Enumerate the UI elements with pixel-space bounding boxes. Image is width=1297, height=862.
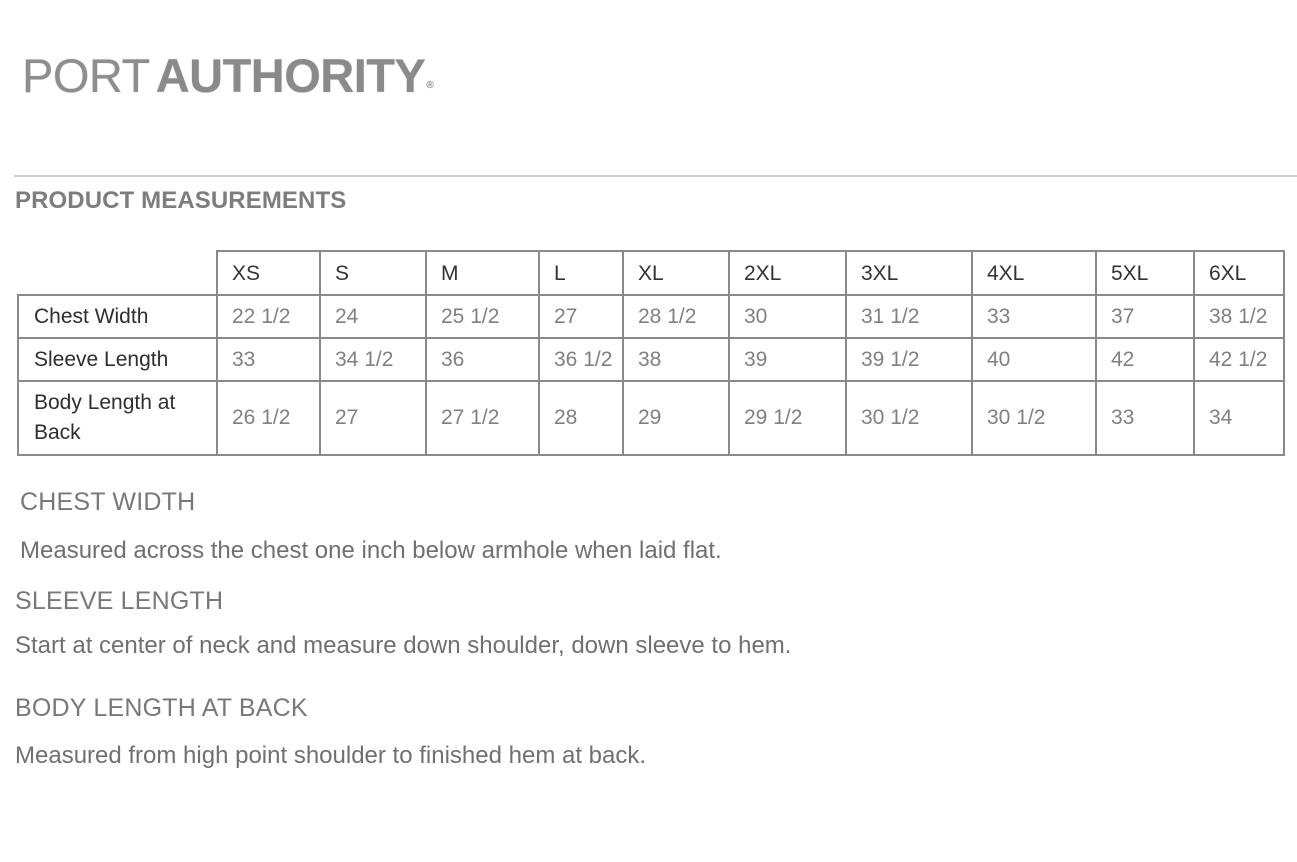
header-divider	[14, 175, 1297, 177]
body-length-definition	[15, 694, 308, 723]
brand-name-light: PORT	[22, 49, 150, 102]
table-cell: 28	[539, 381, 623, 455]
row-label: Sleeve Length	[18, 338, 217, 381]
table-cell: 24	[320, 295, 426, 338]
table-cell: 42	[1096, 338, 1194, 381]
size-header: 3XL	[846, 251, 972, 295]
measurements-table	[17, 250, 1285, 456]
registered-mark: ®	[426, 80, 434, 91]
body-length-description	[15, 742, 646, 770]
table-cell: 34 1/2	[320, 338, 426, 381]
row-label: Body Length at Back	[18, 381, 217, 455]
definition-text: Measured from high point shoulder to finished hem at back.	[15, 742, 647, 769]
table-cell: 29	[623, 381, 729, 455]
size-header: 6XL	[1194, 251, 1284, 295]
table-row-chest-width	[18, 295, 1284, 338]
size-header: XS	[217, 251, 320, 295]
size-header: M	[426, 251, 539, 295]
size-header: XL	[623, 251, 729, 295]
definition-text: Measured across the chest one inch below armhole when laid flat.	[20, 537, 722, 564]
table-cell: 38	[623, 338, 729, 381]
table-cell: 39 1/2	[846, 338, 972, 381]
definition-title: BODY LENGTH AT BACK	[15, 694, 308, 722]
table-cell: 26 1/2	[217, 381, 320, 455]
table-cell: 29 1/2	[729, 381, 846, 455]
table-cell: 30 1/2	[846, 381, 972, 455]
definition-title: CHEST WIDTH	[20, 488, 196, 516]
header-corner	[18, 251, 217, 295]
table-cell: 28 1/2	[623, 295, 729, 338]
chest-width-description	[20, 537, 722, 565]
size-header: L	[539, 251, 623, 295]
definition-text: Start at center of neck and measure down shoulder, down sleeve to hem.	[15, 632, 792, 659]
sleeve-length-definition	[15, 587, 223, 616]
table-cell: 34	[1194, 381, 1284, 455]
brand-logo	[22, 49, 434, 102]
table-cell: 37	[1096, 295, 1194, 338]
table-row-body-length	[18, 381, 1284, 455]
table-cell: 33	[1096, 381, 1194, 455]
table-cell: 31 1/2	[846, 295, 972, 338]
table-cell: 27 1/2	[426, 381, 539, 455]
size-header: 4XL	[972, 251, 1096, 295]
table-cell: 25 1/2	[426, 295, 539, 338]
table-cell: 33	[972, 295, 1096, 338]
table-cell: 22 1/2	[217, 295, 320, 338]
table-cell: 40	[972, 338, 1096, 381]
size-header: 2XL	[729, 251, 846, 295]
section-title: PRODUCT MEASUREMENTS	[15, 187, 347, 214]
table-cell: 30 1/2	[972, 381, 1096, 455]
size-header: S	[320, 251, 426, 295]
table-row-sleeve-length	[18, 338, 1284, 381]
size-header-row	[18, 251, 1284, 295]
table-cell: 38 1/2	[1194, 295, 1284, 338]
table-cell: 30	[729, 295, 846, 338]
table-cell: 27	[539, 295, 623, 338]
chest-width-definition	[20, 488, 195, 517]
table-cell: 33	[217, 338, 320, 381]
table-cell: 42 1/2	[1194, 338, 1284, 381]
row-label: Chest Width	[18, 295, 217, 338]
sleeve-length-description	[15, 632, 791, 660]
size-header: 5XL	[1096, 251, 1194, 295]
table-cell: 36	[426, 338, 539, 381]
table-cell: 39	[729, 338, 846, 381]
definition-title: SLEEVE LENGTH	[15, 587, 224, 615]
table-cell: 27	[320, 381, 426, 455]
table-cell: 36 1/2	[539, 338, 623, 381]
brand-name-bold: AUTHORITY	[155, 49, 426, 102]
